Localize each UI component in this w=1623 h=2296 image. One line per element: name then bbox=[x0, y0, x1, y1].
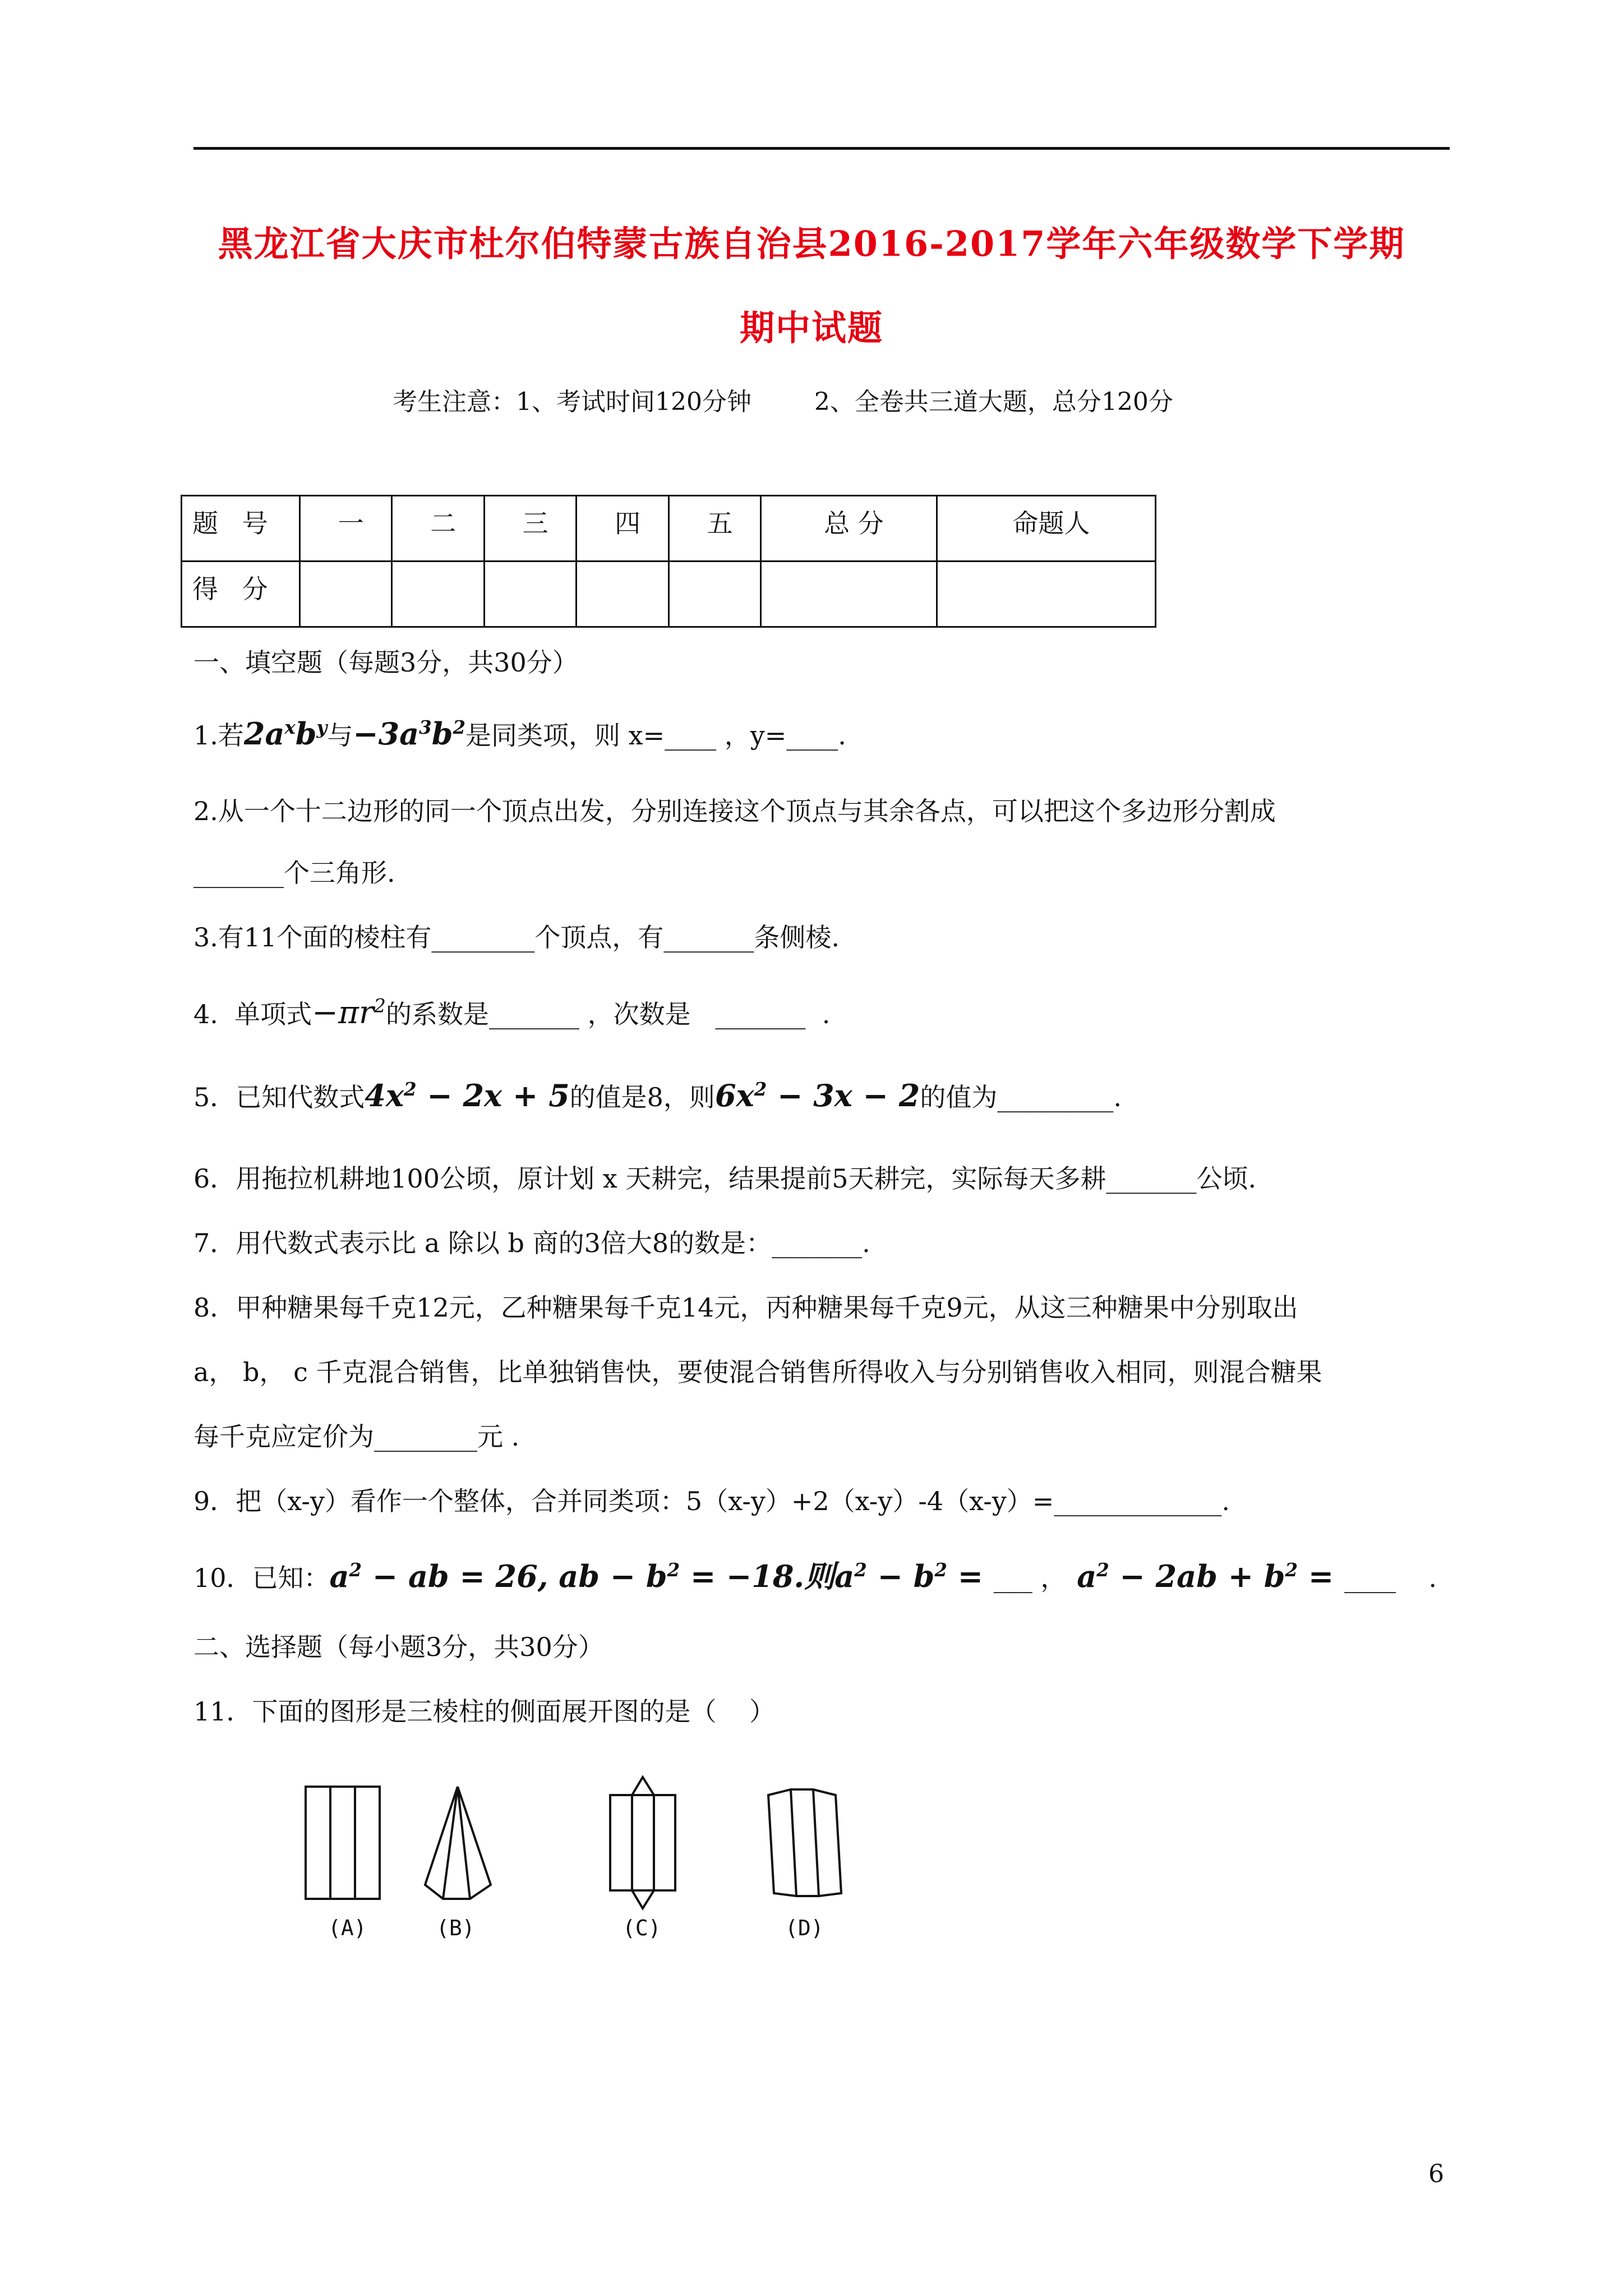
question-3: 3.有11个面的棱柱有________个顶点，有_______条侧棱. bbox=[193, 922, 840, 953]
math-expr: $a^2 - 2ab + b^2$ = bbox=[1066, 1558, 1344, 1594]
section-heading-choice: 二、选择题（每小题3分，共30分） bbox=[193, 1632, 604, 1662]
question-2-line1: 2.从一个十二边形的同一个顶点出发，分别连接这个顶点与其余各点，可以把这个多边形分割成 bbox=[193, 796, 1276, 826]
section-heading-fill-blank: 一、填空题（每题3分，共30分） bbox=[193, 647, 578, 678]
math-expr: $2a^xb^y$ bbox=[243, 716, 328, 752]
score-table-score-row bbox=[182, 562, 1156, 627]
page-title: 黑龙江省大庆市杜尔伯特蒙古族自治县2016-2017学年六年级数学下学期 bbox=[218, 223, 1405, 264]
question-8-line1: 8．甲种糖果每千克12元，乙种糖果每千克14元，丙种糖果每千克9元，从这三种糖果中分别取出 bbox=[193, 1292, 1298, 1323]
question-11-figures bbox=[292, 1773, 909, 1952]
figure-b bbox=[425, 1787, 491, 1899]
option-label-c: (C) bbox=[623, 1916, 661, 1940]
option-label-a: (A) bbox=[328, 1916, 367, 1940]
score-cell bbox=[392, 562, 484, 627]
table-header-cell: 二 bbox=[392, 496, 484, 562]
question-5: 5．已知代数式$4x^2 - 2x + 5$的值是8，则$6x^2 - 3x - 2$的值为_________. bbox=[193, 1078, 1122, 1114]
score-cell bbox=[761, 562, 937, 627]
table-header-cell: 命题人 bbox=[937, 496, 1155, 562]
table-header-cell: 三 bbox=[484, 496, 576, 562]
table-header-cell: 五 bbox=[668, 496, 760, 562]
question-2-line2: _______个三角形. bbox=[193, 858, 395, 888]
math-expr: $6x^2 - 3x - 2$ bbox=[714, 1078, 920, 1114]
figure-d bbox=[768, 1789, 841, 1896]
table-header-cell: 四 bbox=[577, 496, 668, 562]
score-cell bbox=[668, 562, 760, 627]
question-1: 1.若$2a^xb^y$与$-3a^3b^2$是同类项，则 x=____ ，y=____. bbox=[193, 716, 846, 752]
question-7: 7．用代数式表示比 a 除以 b 商的3倍大8的数是：_______. bbox=[193, 1228, 870, 1258]
table-row-label: 得 分 bbox=[182, 562, 300, 627]
net-figures-svg bbox=[292, 1773, 909, 1913]
score-cell bbox=[300, 562, 392, 627]
math-expr: $-3a^3b^2$ bbox=[353, 716, 466, 752]
option-label-b: (B) bbox=[436, 1916, 475, 1940]
question-4: 4. 单项式$-\pi r^2$的系数是_______ ，次数是 _______ . bbox=[193, 995, 831, 1031]
question-10: 10．已知：$a^2$ − ab = 26, ab − $b^2 = -18$.则$a^2 - b^2$ = ___ ， $a^2 - 2ab + b^2$ = ____ . bbox=[193, 1558, 1437, 1594]
score-cell bbox=[484, 562, 576, 627]
figure-a bbox=[306, 1787, 380, 1899]
page-number: 6 bbox=[1428, 2160, 1444, 2188]
header-rule bbox=[193, 147, 1450, 150]
question-8-line2: a， b， c 千克混合销售，比单独销售快，要使混合销售所得收入与分别销售收入相同，则混合糖果 bbox=[193, 1357, 1322, 1387]
score-cell bbox=[937, 562, 1155, 627]
table-header-cell: 题 号 bbox=[182, 496, 300, 562]
math-expr: $-\pi r^2$ bbox=[312, 995, 386, 1031]
score-table-header-row bbox=[182, 496, 1156, 562]
question-8-line3: 每千克应定价为________元 . bbox=[193, 1421, 520, 1452]
option-label-d: (D) bbox=[785, 1916, 824, 1940]
exam-notice: 考生注意：1、考试时间120分钟 2、全卷共三道大题，总分120分 bbox=[393, 388, 1173, 416]
table-header-cell: 总 分 bbox=[761, 496, 937, 562]
math-expr: $a^2$ − ab = 26, ab − $b^2 = -18$.则$a^2 - b^2$ = bbox=[329, 1558, 994, 1594]
figure-c bbox=[610, 1777, 675, 1908]
score-table bbox=[181, 495, 1156, 628]
question-6: 6．用拖拉机耕地100公顷，原计划 x 天耕完，结果提前5天耕完，实际每天多耕_______公顷. bbox=[193, 1163, 1257, 1194]
page-title-line2: 期中试题 bbox=[739, 307, 883, 348]
score-cell bbox=[577, 562, 668, 627]
table-header-cell: 一 bbox=[300, 496, 392, 562]
math-expr: $4x^2 - 2x + 5$ bbox=[365, 1078, 570, 1114]
question-11: 11．下面的图形是三棱柱的侧面展开图的是（ ） bbox=[193, 1696, 776, 1727]
question-9: 9．把（x-y）看作一个整体，合并同类项：5（x-y）+2（x-y）-4（x-y）=_____________. bbox=[193, 1486, 1230, 1516]
